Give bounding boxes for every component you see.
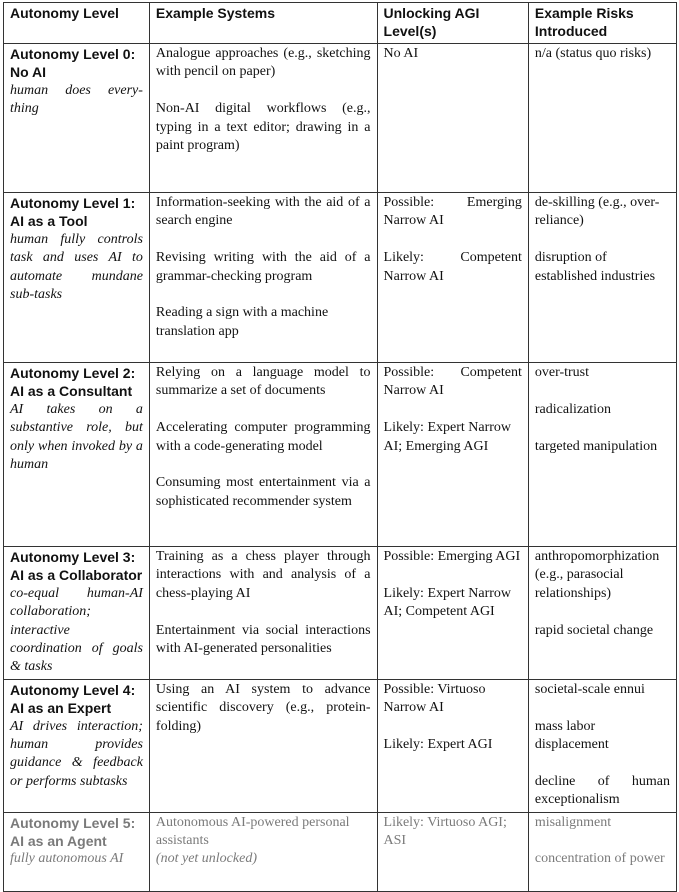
level-description: human does every-thing [10,82,143,117]
level-title: Autonomy Level 0: [10,46,136,62]
unlocking-level: Likely: Expert Narrow AI; Competent AGI [383,585,512,620]
autonomy-level-cell [4,363,150,547]
level-name: AI as a Collaborator [10,567,143,584]
level-title: Autonomy Level 1: [10,195,136,211]
table-row [4,193,677,363]
table-row [4,812,677,891]
level-name: AI as a Tool [10,213,88,230]
risk: societal-scale ennui [534,681,645,697]
header-example-risks: Example Risks Introduced [528,3,676,44]
example-system: Autonomous AI-powered personal assistants [155,814,350,849]
example-risks-cell [528,812,676,891]
level-name: AI as an Expert [10,700,112,717]
level-description: AI takes on a substantive role, but only when invoked by a human [10,401,143,473]
risk: mass labor displacement [534,718,609,753]
unlocking-agi-cell [377,812,528,891]
level-name: AI as an Agent [10,833,107,850]
unlocking-level: Likely: Virtuoso AGI; ASI [383,814,507,849]
example-risks-cell [528,679,676,812]
risk: de-skilling (e.g., over-reliance) [534,195,660,229]
example-system: Revising writing with the aid of a grammar-checking program [155,250,371,284]
level-name: AI as a Consultant [10,383,133,400]
risk: anthropomorphization (e.g., parasocial relationships) [534,549,660,601]
unlocking-level: Likely: Competent Narrow AI [383,250,522,284]
table-row [4,547,677,680]
risk: targeted manipulation [534,438,658,454]
level-title: Autonomy Level 3: [10,549,136,565]
risk: misalignment [534,814,612,830]
unlocking-agi-cell [377,547,528,680]
example-system: Accelerating computer programming with a code-generating model [155,420,371,454]
level-description: co-equal human-AI collaboration; interactive coordination of goals & tasks [10,585,143,675]
example-risks-cell [528,547,676,680]
autonomy-level-cell [4,679,150,812]
example-risks-cell [528,44,676,193]
header-autonomy-level: Autonomy Level [4,3,150,44]
autonomy-levels-table [3,2,677,892]
unlocking-agi-cell [377,193,528,363]
unlocking-level: Possible: Emerging Narrow AI [383,195,522,229]
level-description: AI drives interaction; human provides guidance & feedback or performs subtasks [10,718,143,789]
example-system: Reading a sign with a machine translation app [155,305,329,339]
unlocking-level: Possible: Competent Narrow AI [383,365,522,399]
level-description: human fully controls task and uses AI to automate mundane sub-tasks [10,231,143,303]
header-unlocking-agi-levels: Unlocking AGI Level(s) [377,3,528,44]
example-system-note: (not yet unlocked) [155,851,257,867]
example-systems-cell [149,193,377,363]
example-systems-cell [149,679,377,812]
header-example-systems: Example Systems [149,3,377,44]
unlocking-level: Likely: Expert Narrow AI; Emerging AGI [383,420,512,454]
level-name: No AI [10,64,47,81]
risk: rapid societal change [534,622,654,638]
example-risks-cell [528,193,676,363]
autonomy-level-cell [4,547,150,680]
example-system: Relying on a language model to summarize a set of documents [155,365,371,399]
level-title: Autonomy Level 4: [10,681,136,698]
unlocking-level: Likely: Expert AGI [383,737,493,753]
level-title: Autonomy Level 5: [10,814,136,831]
example-systems-cell [149,363,377,547]
autonomy-level-cell [4,44,150,193]
risk: radicalization [534,401,612,417]
unlocking-level: No AI [383,46,419,61]
risk: disruption of established industries [534,250,656,284]
unlocking-agi-cell [377,363,528,547]
table-row [4,363,677,547]
example-system: Non-AI digital workflows (e.g., typing in a text editor; drawing in a paint program) [155,101,371,154]
example-system: Training as a chess player through interactions with and analysis of a chess-playing AI [155,549,371,601]
unlocking-agi-cell [377,679,528,812]
unlocking-level: Possible: Virtuoso Narrow AI [383,681,486,716]
risk: over-trust [534,365,590,380]
autonomy-level-cell [4,193,150,363]
example-system: Information-seeking with the aid of a search engine [155,195,371,229]
risk: concentration of power [534,851,665,867]
level-description: fully autonomous AI [10,851,124,867]
example-system: Entertainment via social interactions with AI-generated personalities [155,622,371,657]
example-systems-cell [149,812,377,891]
example-risks-cell [528,363,676,547]
autonomy-level-cell [4,812,150,891]
level-title: Autonomy Level 2: [10,365,136,381]
table-row [4,679,677,812]
unlocking-agi-cell [377,44,528,193]
example-system: Analogue approaches (e.g., sketching with pencil on paper) [155,46,371,80]
risk: n/a (status quo risks) [534,46,652,61]
example-system: Using an AI system to advance scientific discovery (e.g., protein-folding) [155,681,371,734]
risk: decline of human exceptionalism [534,773,670,808]
header-row [4,3,677,44]
example-systems-cell [149,44,377,193]
example-system: Consuming most entertainment via a sophisticated recommender system [155,475,371,509]
example-systems-cell [149,547,377,680]
table-row [4,44,677,193]
unlocking-level: Possible: Emerging AGI [383,549,521,564]
